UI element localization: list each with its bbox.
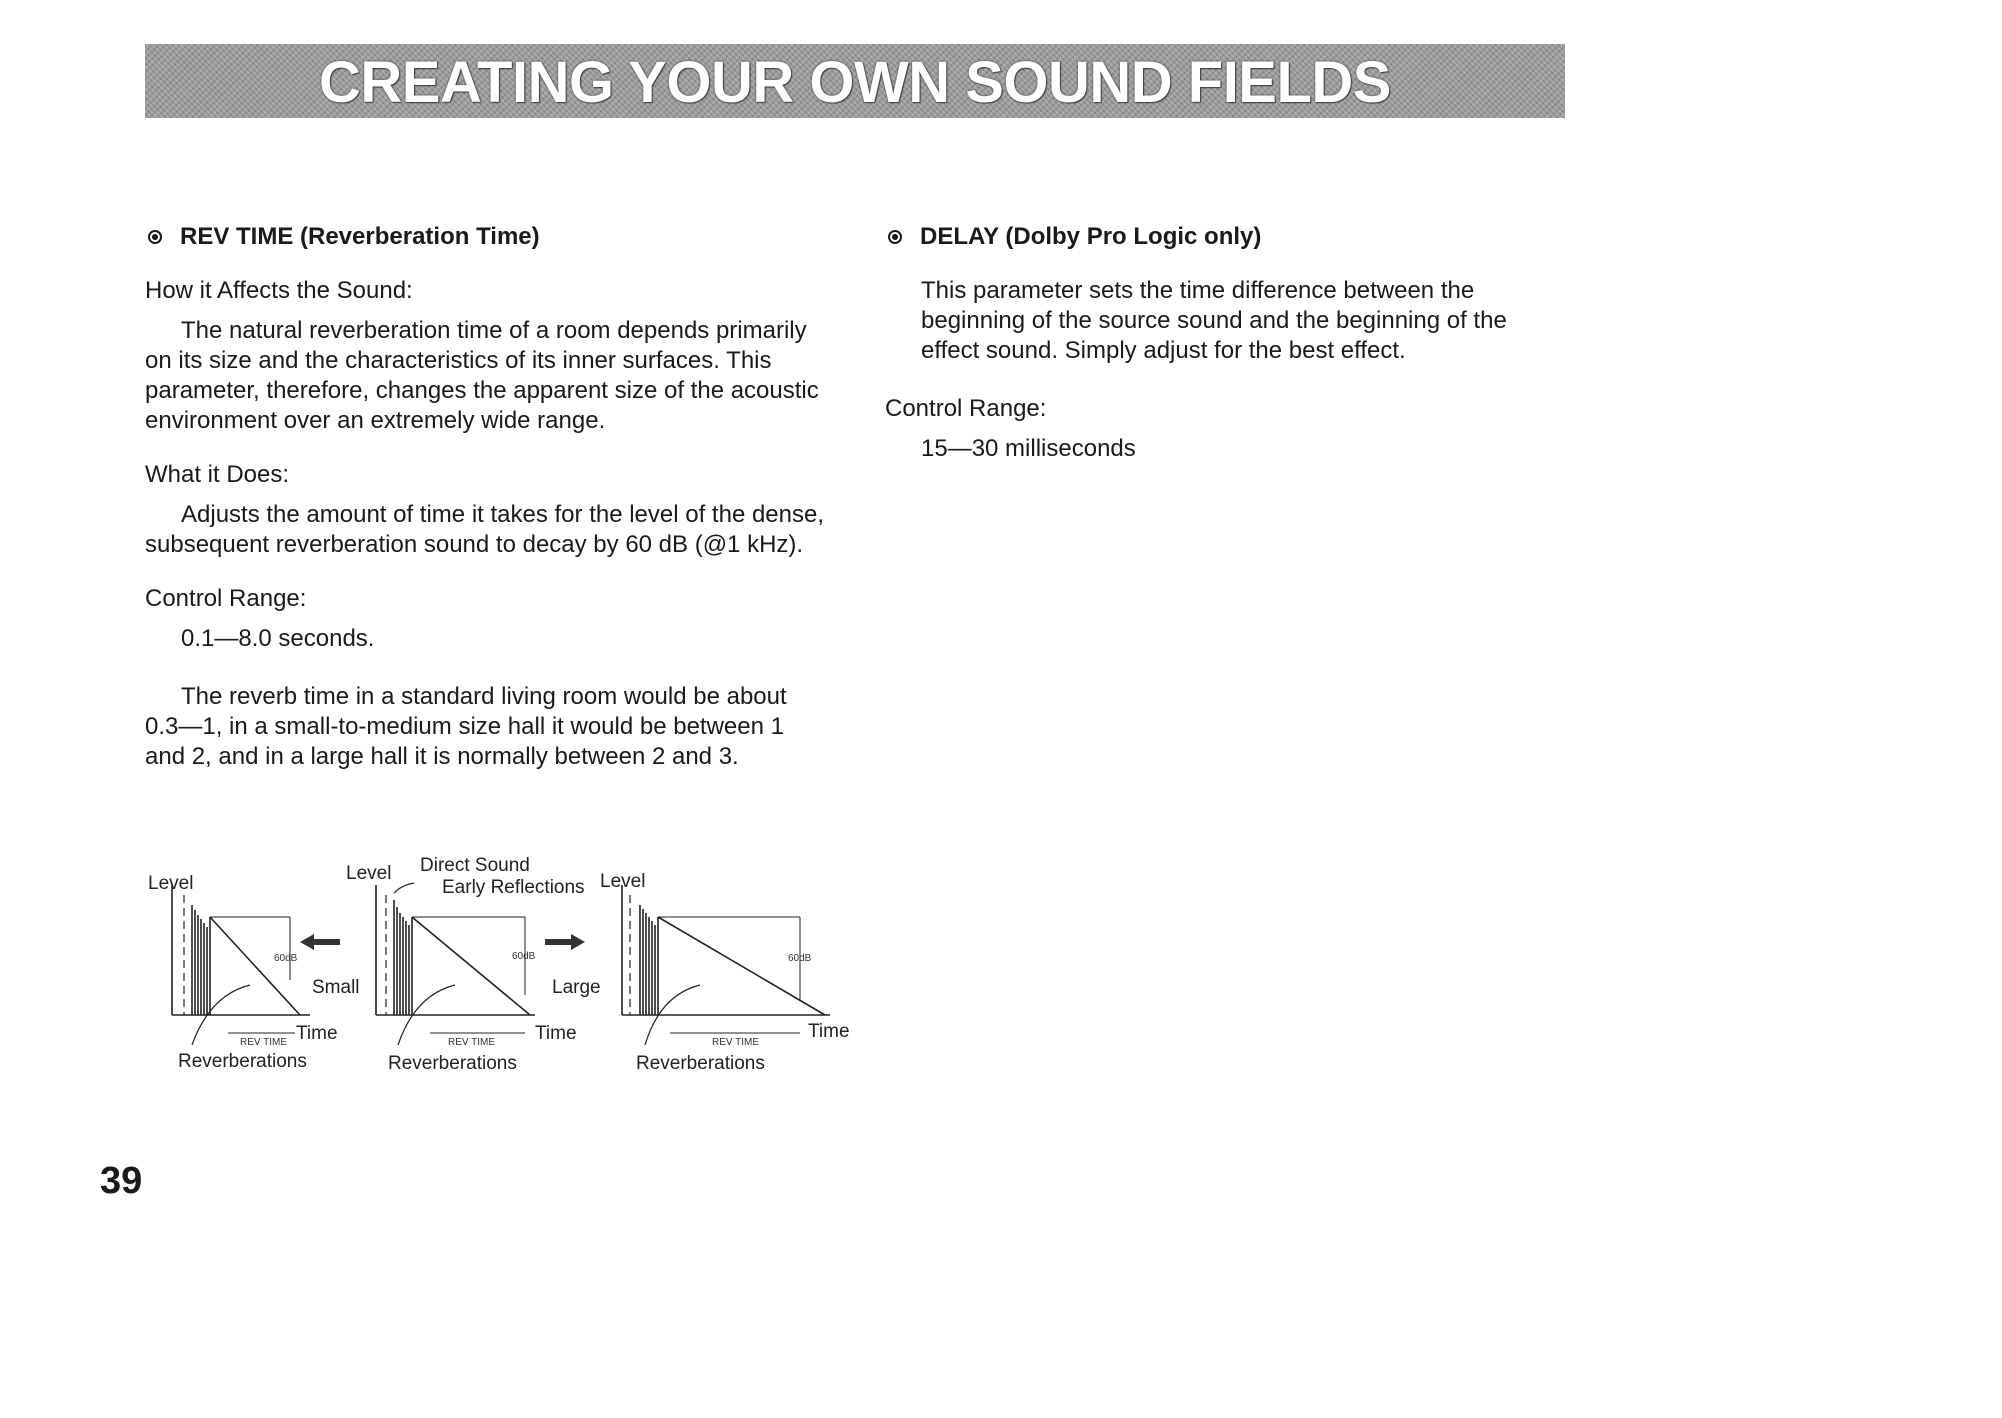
rev-time-heading xyxy=(145,222,825,252)
reverb-time-note: The reverb time in a standard living room would be about 0.3—1, in a small-to-medium size hall it would be between 1 and 2, and in a large hall it is normally between 2 and 3. xyxy=(145,683,787,770)
delay-heading xyxy=(885,222,1565,252)
graph-standard-reverberations-label: Reverberations xyxy=(388,1053,517,1074)
graph-standard-decay-line xyxy=(412,917,530,1015)
bullet-icon xyxy=(888,230,902,244)
early-reflections-label: Early Reflections xyxy=(442,877,585,898)
graph-large-level-label: Level xyxy=(600,871,646,892)
graph-small-db-label: 60dB xyxy=(274,953,298,964)
delay-section xyxy=(885,222,1565,492)
graph-standard-time-label: Time xyxy=(535,1023,577,1044)
graph-small-reverberations-label: Reverberations xyxy=(178,1051,307,1072)
arrow-to-large xyxy=(545,934,585,950)
page-number: 39 xyxy=(100,1160,143,1202)
graph-small-time-label: Time xyxy=(296,1023,338,1044)
rev-time-section xyxy=(145,222,825,796)
graph-small-decay-line xyxy=(210,917,300,1015)
graph-small-level-label: Level xyxy=(148,873,194,894)
rev-time-heading-text: REV TIME (Reverberation Time) xyxy=(180,223,540,250)
graph-large-reverberations-label: Reverberations xyxy=(636,1053,765,1074)
control-range-value: 0.1—8.0 seconds. xyxy=(181,625,375,652)
delay-heading-text: DELAY (Dolby Pro Logic only) xyxy=(920,223,1262,250)
direct-sound-label: Direct Sound xyxy=(420,855,530,876)
how-it-affects-label: How it Affects the Sound: xyxy=(145,277,413,304)
arrow-to-small xyxy=(300,934,340,950)
page-title: CREATING YOUR OWN SOUND FIELDS xyxy=(319,50,1391,115)
graph-large-time-label: Time xyxy=(808,1021,850,1042)
how-it-affects-text: The natural reverberation time of a room depends primarily on its size and the characteristics of its inner surfaces. This parameter, therefore, changes the apparent size of the acoustic environment over an extremely wide range. xyxy=(145,317,819,434)
bullet-icon xyxy=(148,230,162,244)
title-banner xyxy=(145,44,1565,118)
graph-large xyxy=(622,885,830,1045)
graph-large-db-label: 60dB xyxy=(788,953,812,964)
delay-control-range-value: 15—30 milliseconds xyxy=(921,435,1136,462)
graph-small-rev-time-label: REV TIME xyxy=(240,1037,288,1048)
graph-small xyxy=(172,885,310,1045)
graph-large-rev-time-label: REV TIME xyxy=(712,1037,760,1048)
small-label: Small xyxy=(312,977,360,998)
large-label: Large xyxy=(552,977,601,998)
graph-standard-rev-time-label: REV TIME xyxy=(448,1037,496,1048)
what-it-does-text: Adjusts the amount of time it takes for the level of the dense, subsequent reverberation sound to decay by 60 dB (@1 kHz). xyxy=(145,501,825,558)
reverb-decay-diagram xyxy=(140,845,860,1075)
graph-standard-db-label: 60dB xyxy=(512,951,536,962)
graph-standard-level-label: Level xyxy=(346,863,392,884)
control-range-label: Control Range: xyxy=(145,585,307,612)
graph-standard xyxy=(376,883,535,1045)
what-it-does-label: What it Does: xyxy=(145,461,290,488)
delay-control-range-label: Control Range: xyxy=(885,395,1047,422)
delay-text: This parameter sets the time difference between the beginning of the source sound and the beginning of the effect sound. Simply adjust for the best effect. xyxy=(921,277,1507,364)
